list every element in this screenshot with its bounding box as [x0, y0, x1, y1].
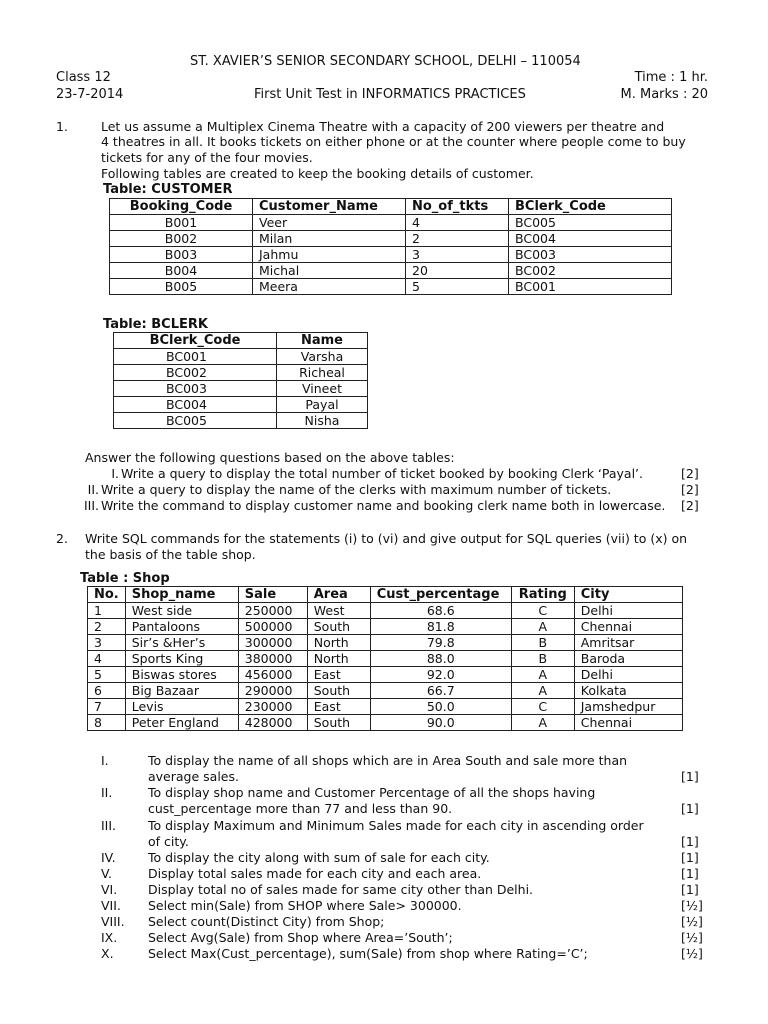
- q2-line-2: the basis of the table shop.: [85, 547, 256, 562]
- cell: Kolkata: [574, 683, 682, 699]
- col-header: Name: [277, 333, 368, 349]
- q2-subq-text: Display total no of sales made for same city other than Delhi.: [148, 882, 534, 897]
- q1-number: 1.: [56, 119, 68, 134]
- q2-subq-text: Select count(Distinct City) from Shop;: [148, 914, 385, 929]
- cell: 92.0: [370, 667, 511, 683]
- cell: BC001: [509, 279, 672, 295]
- table-row: [110, 263, 672, 279]
- cell: BC004: [114, 397, 277, 413]
- cell: 290000: [238, 683, 307, 699]
- table-row: [88, 683, 683, 699]
- cell: South: [307, 683, 370, 699]
- q2-subq-marks: [1]: [681, 769, 699, 784]
- cell: 20: [406, 263, 509, 279]
- col-header: Rating: [511, 587, 574, 603]
- cell: Jamshedpur: [574, 699, 682, 715]
- col-header: Shop_name: [125, 587, 238, 603]
- cell: B: [511, 651, 574, 667]
- q1-subq-number: III.: [83, 498, 99, 513]
- test-date: 23-7-2014: [56, 87, 124, 102]
- cell: East: [307, 699, 370, 715]
- col-header: BClerk_Code: [509, 199, 672, 215]
- cell: 8: [88, 715, 126, 731]
- q2-subq-number: IV.: [101, 850, 116, 865]
- school-name: ST. XAVIER’S SENIOR SECONDARY SCHOOL, DELHI – 110054: [190, 54, 581, 69]
- cell: Jahmu: [253, 247, 406, 263]
- q2-subq-number: VII.: [101, 898, 121, 913]
- q1-subq-text: Write a query to display the name of the clerks with maximum number of tickets.: [101, 482, 612, 497]
- table-row: [110, 215, 672, 231]
- test-title: First Unit Test in INFORMATICS PRACTICES: [254, 87, 526, 102]
- shop-table-caption: Table : Shop: [80, 571, 170, 586]
- q1-subq-number: I.: [111, 466, 119, 481]
- q2-subq-marks: [½]: [681, 898, 703, 913]
- cell: 90.0: [370, 715, 511, 731]
- table-header-row: [114, 333, 368, 349]
- cell: 2: [88, 619, 126, 635]
- cell: Delhi: [574, 603, 682, 619]
- cell: Amritsar: [574, 635, 682, 651]
- table-row: [110, 231, 672, 247]
- cell: 4: [88, 651, 126, 667]
- cell: B002: [110, 231, 253, 247]
- q2-subq-marks: [1]: [681, 801, 699, 816]
- q2-subq-text: To display shop name and Customer Percentage of all the shops having: [148, 785, 596, 800]
- cell: 456000: [238, 667, 307, 683]
- q2-subq-marks: [½]: [681, 946, 703, 961]
- q2-subq-text-cont: average sales.: [148, 769, 239, 784]
- q2-subq-marks: [½]: [681, 914, 703, 929]
- cell: C: [511, 699, 574, 715]
- cell: BC003: [509, 247, 672, 263]
- table-row: [88, 699, 683, 715]
- customer-table-caption: Table: CUSTOMER: [103, 182, 233, 197]
- table-row: [114, 349, 368, 365]
- table-row: [88, 715, 683, 731]
- cell: North: [307, 635, 370, 651]
- cell: Peter England: [125, 715, 238, 731]
- q2-subq-text: Select min(Sale) from SHOP where Sale> 300000.: [148, 898, 462, 913]
- cell: Biswas stores: [125, 667, 238, 683]
- cell: 4: [406, 215, 509, 231]
- col-header: Area: [307, 587, 370, 603]
- cell: B003: [110, 247, 253, 263]
- cell: South: [307, 715, 370, 731]
- cell: B: [511, 635, 574, 651]
- cell: South: [307, 619, 370, 635]
- q1-line-4: Following tables are created to keep the booking details of customer.: [101, 166, 534, 181]
- cell: Michal: [253, 263, 406, 279]
- cell: Chennai: [574, 619, 682, 635]
- cell: West: [307, 603, 370, 619]
- cell: Veer: [253, 215, 406, 231]
- q2-subq-text-cont: of city.: [148, 834, 189, 849]
- cell: 7: [88, 699, 126, 715]
- cell: BC004: [509, 231, 672, 247]
- cell: Baroda: [574, 651, 682, 667]
- cell: 5: [88, 667, 126, 683]
- cell: 250000: [238, 603, 307, 619]
- q2-subq-number: III.: [101, 818, 117, 833]
- cell: BC002: [509, 263, 672, 279]
- q2-subq-number: II.: [101, 785, 113, 800]
- cell: Varsha: [277, 349, 368, 365]
- q2-subq-text: To display Maximum and Minimum Sales made for each city in ascending order: [148, 818, 644, 833]
- q1-subq-text: Write a query to display the total number of ticket booked by booking Clerk ‘Payal’.: [121, 466, 644, 481]
- cell: Payal: [277, 397, 368, 413]
- table-row: [88, 635, 683, 651]
- cell: Big Bazaar: [125, 683, 238, 699]
- cell: 2: [406, 231, 509, 247]
- cell: East: [307, 667, 370, 683]
- cell: Meera: [253, 279, 406, 295]
- table-row: [88, 667, 683, 683]
- table-row: [114, 397, 368, 413]
- col-header: No.: [88, 587, 126, 603]
- q2-subq-number: VIII.: [101, 914, 125, 929]
- customer-table: [109, 198, 672, 295]
- cell: 3: [406, 247, 509, 263]
- cell: BC002: [114, 365, 277, 381]
- q2-subq-number: X.: [101, 946, 114, 961]
- cell: 68.6: [370, 603, 511, 619]
- table-row: [88, 603, 683, 619]
- q2-subq-number: VI.: [101, 882, 118, 897]
- q2-subq-text: Select Avg(Sale) from Shop where Area=’South’;: [148, 930, 453, 945]
- table-row: [114, 413, 368, 429]
- cell: Vineet: [277, 381, 368, 397]
- cell: 50.0: [370, 699, 511, 715]
- cell: BC005: [509, 215, 672, 231]
- cell: 1: [88, 603, 126, 619]
- q2-subq-text: Select Max(Cust_percentage), sum(Sale) from shop where Rating=’C’;: [148, 946, 588, 961]
- q1-subq-marks: [2]: [681, 482, 699, 497]
- q1-subq-marks: [2]: [681, 498, 699, 513]
- table-row: [110, 247, 672, 263]
- q2-subq-text-cont: cust_percentage more than 77 and less than 90.: [148, 801, 453, 816]
- cell: 88.0: [370, 651, 511, 667]
- bclerk-table: [113, 332, 368, 429]
- q2-subq-number: I.: [101, 753, 109, 768]
- col-header: Booking_Code: [110, 199, 253, 215]
- table-row: [114, 365, 368, 381]
- q2-subq-number: V.: [101, 866, 112, 881]
- col-header: City: [574, 587, 682, 603]
- q2-subq-text: To display the name of all shops which are in Area South and sale more than: [148, 753, 628, 768]
- q2-subq-text: To display the city along with sum of sale for each city.: [148, 850, 490, 865]
- cell: 66.7: [370, 683, 511, 699]
- table-header-row: [110, 199, 672, 215]
- cell: Delhi: [574, 667, 682, 683]
- cell: B004: [110, 263, 253, 279]
- cell: BC001: [114, 349, 277, 365]
- cell: West side: [125, 603, 238, 619]
- cell: 380000: [238, 651, 307, 667]
- col-header: Customer_Name: [253, 199, 406, 215]
- bclerk-table-caption: Table: BCLERK: [103, 317, 208, 332]
- cell: Sir’s &Her’s: [125, 635, 238, 651]
- cell: 500000: [238, 619, 307, 635]
- q1-subq-marks: [2]: [681, 466, 699, 481]
- cell: North: [307, 651, 370, 667]
- col-header: BClerk_Code: [114, 333, 277, 349]
- q2-subq-marks: [1]: [681, 834, 699, 849]
- table-header-row: [88, 587, 683, 603]
- cell: A: [511, 715, 574, 731]
- cell: B001: [110, 215, 253, 231]
- table-row: [88, 651, 683, 667]
- col-header: Cust_percentage: [370, 587, 511, 603]
- time-label: Time : 1 hr.: [634, 70, 708, 85]
- cell: BC003: [114, 381, 277, 397]
- cell: A: [511, 667, 574, 683]
- col-header: Sale: [238, 587, 307, 603]
- shop-table: [87, 586, 683, 731]
- q1-line-3: tickets for any of the four movies.: [101, 150, 313, 165]
- cell: Nisha: [277, 413, 368, 429]
- col-header: No_of_tkts: [406, 199, 509, 215]
- cell: Pantaloons: [125, 619, 238, 635]
- q2-subq-text: Display total sales made for each city and each area.: [148, 866, 482, 881]
- class-label: Class 12: [56, 70, 111, 85]
- cell: Chennai: [574, 715, 682, 731]
- table-row: [110, 279, 672, 295]
- q2-number: 2.: [56, 531, 68, 546]
- q2-subq-marks: [1]: [681, 850, 699, 865]
- q1-instructions: Answer the following questions based on the above tables:: [85, 450, 455, 465]
- q1-subq-text: Write the command to display customer name and booking clerk name both in lowercase.: [101, 498, 666, 513]
- cell: 300000: [238, 635, 307, 651]
- cell: Richeal: [277, 365, 368, 381]
- cell: 5: [406, 279, 509, 295]
- cell: 81.8: [370, 619, 511, 635]
- cell: 230000: [238, 699, 307, 715]
- q2-subq-marks: [1]: [681, 866, 699, 881]
- max-marks: M. Marks : 20: [620, 87, 708, 102]
- q1-line-1: Let us assume a Multiplex Cinema Theatre with a capacity of 200 viewers per theatre and: [101, 119, 665, 134]
- table-row: [88, 619, 683, 635]
- q2-subq-number: IX.: [101, 930, 118, 945]
- cell: 428000: [238, 715, 307, 731]
- cell: Sports King: [125, 651, 238, 667]
- q2-line-1: Write SQL commands for the statements (i) to (vi) and give output for SQL queries (vii) to (x) on: [85, 531, 688, 546]
- cell: A: [511, 619, 574, 635]
- cell: 3: [88, 635, 126, 651]
- table-row: [114, 381, 368, 397]
- cell: Levis: [125, 699, 238, 715]
- q1-line-2: 4 theatres in all. It books tickets on either phone or at the counter where people come to buy: [101, 134, 686, 149]
- q1-subq-number: II.: [87, 482, 99, 497]
- cell: B005: [110, 279, 253, 295]
- cell: 79.8: [370, 635, 511, 651]
- cell: A: [511, 683, 574, 699]
- cell: Milan: [253, 231, 406, 247]
- cell: 6: [88, 683, 126, 699]
- q2-subq-marks: [½]: [681, 930, 703, 945]
- q2-subq-marks: [1]: [681, 882, 699, 897]
- cell: BC005: [114, 413, 277, 429]
- cell: C: [511, 603, 574, 619]
